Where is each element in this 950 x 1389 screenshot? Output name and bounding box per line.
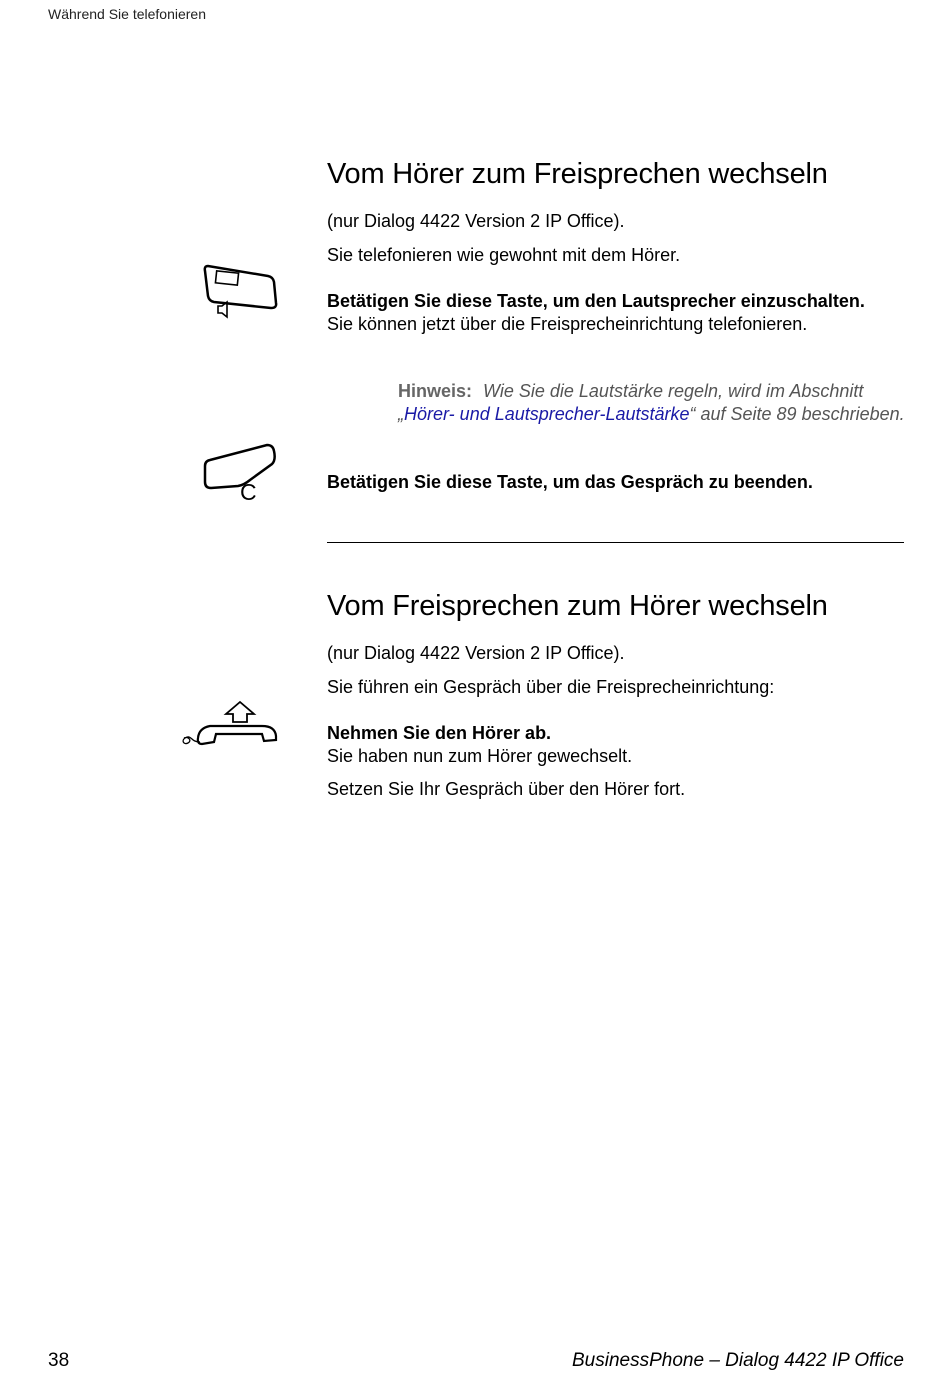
hint-note [398, 380, 908, 426]
intro-text: Sie telefonieren wie gewohnt mit dem Hörer. [327, 245, 681, 265]
intro-text-2: Sie führen ein Gespräch über die Freisprecheinrichtung: [327, 677, 775, 697]
outro-text: Setzen Sie Ihr Gespräch über den Hörer fort. [327, 779, 686, 799]
step-lift-handset-instruction: Nehmen Sie den Hörer ab. [327, 723, 552, 743]
step-lift-handset [327, 722, 907, 768]
step-end-call: Betätigen Sie diese Taste, um das Gespräch zu beenden. [327, 472, 813, 492]
step-speaker-on [327, 290, 907, 336]
hint-text: Wie Sie die Lautstärke regeln, wird im Abschnitt [483, 381, 864, 401]
clear-key-icon [198, 442, 282, 506]
model-note-2: (nur Dialog 4422 Version 2 IP Office). [327, 643, 625, 663]
step-speaker-on-instruction: Betätigen Sie diese Taste, um den Lautsprecher einzuschalten. [327, 291, 865, 311]
hint-link-volume[interactable]: Hörer- und Lautsprecher-Lautstärke [404, 404, 690, 424]
hint-text-end: “ auf Seite 89 beschrieben. [689, 404, 905, 424]
document-title: BusinessPhone – Dialog 4422 IP Office [572, 1350, 904, 1371]
running-header: Während Sie telefonieren [48, 6, 206, 22]
step-speaker-on-result: Sie können jetzt über die Freisprecheinrichtung telefonieren. [327, 314, 808, 334]
clear-key-letter: C [240, 479, 257, 505]
section-divider [327, 542, 904, 543]
handset-lift-icon [180, 700, 284, 750]
hint-quote-open: „ [398, 404, 404, 424]
hint-label: Hinweis: [398, 381, 473, 401]
section-title-handset-to-handsfree: Vom Hörer zum Freisprechen wechseln [327, 158, 828, 190]
model-note: (nur Dialog 4422 Version 2 IP Office). [327, 211, 625, 231]
page-number: 38 [48, 1350, 70, 1371]
section-title-handsfree-to-handset: Vom Freisprechen zum Hörer wechseln [327, 590, 828, 622]
step-lift-handset-result: Sie haben nun zum Hörer gewechselt. [327, 746, 633, 766]
speaker-key-icon [198, 262, 282, 322]
